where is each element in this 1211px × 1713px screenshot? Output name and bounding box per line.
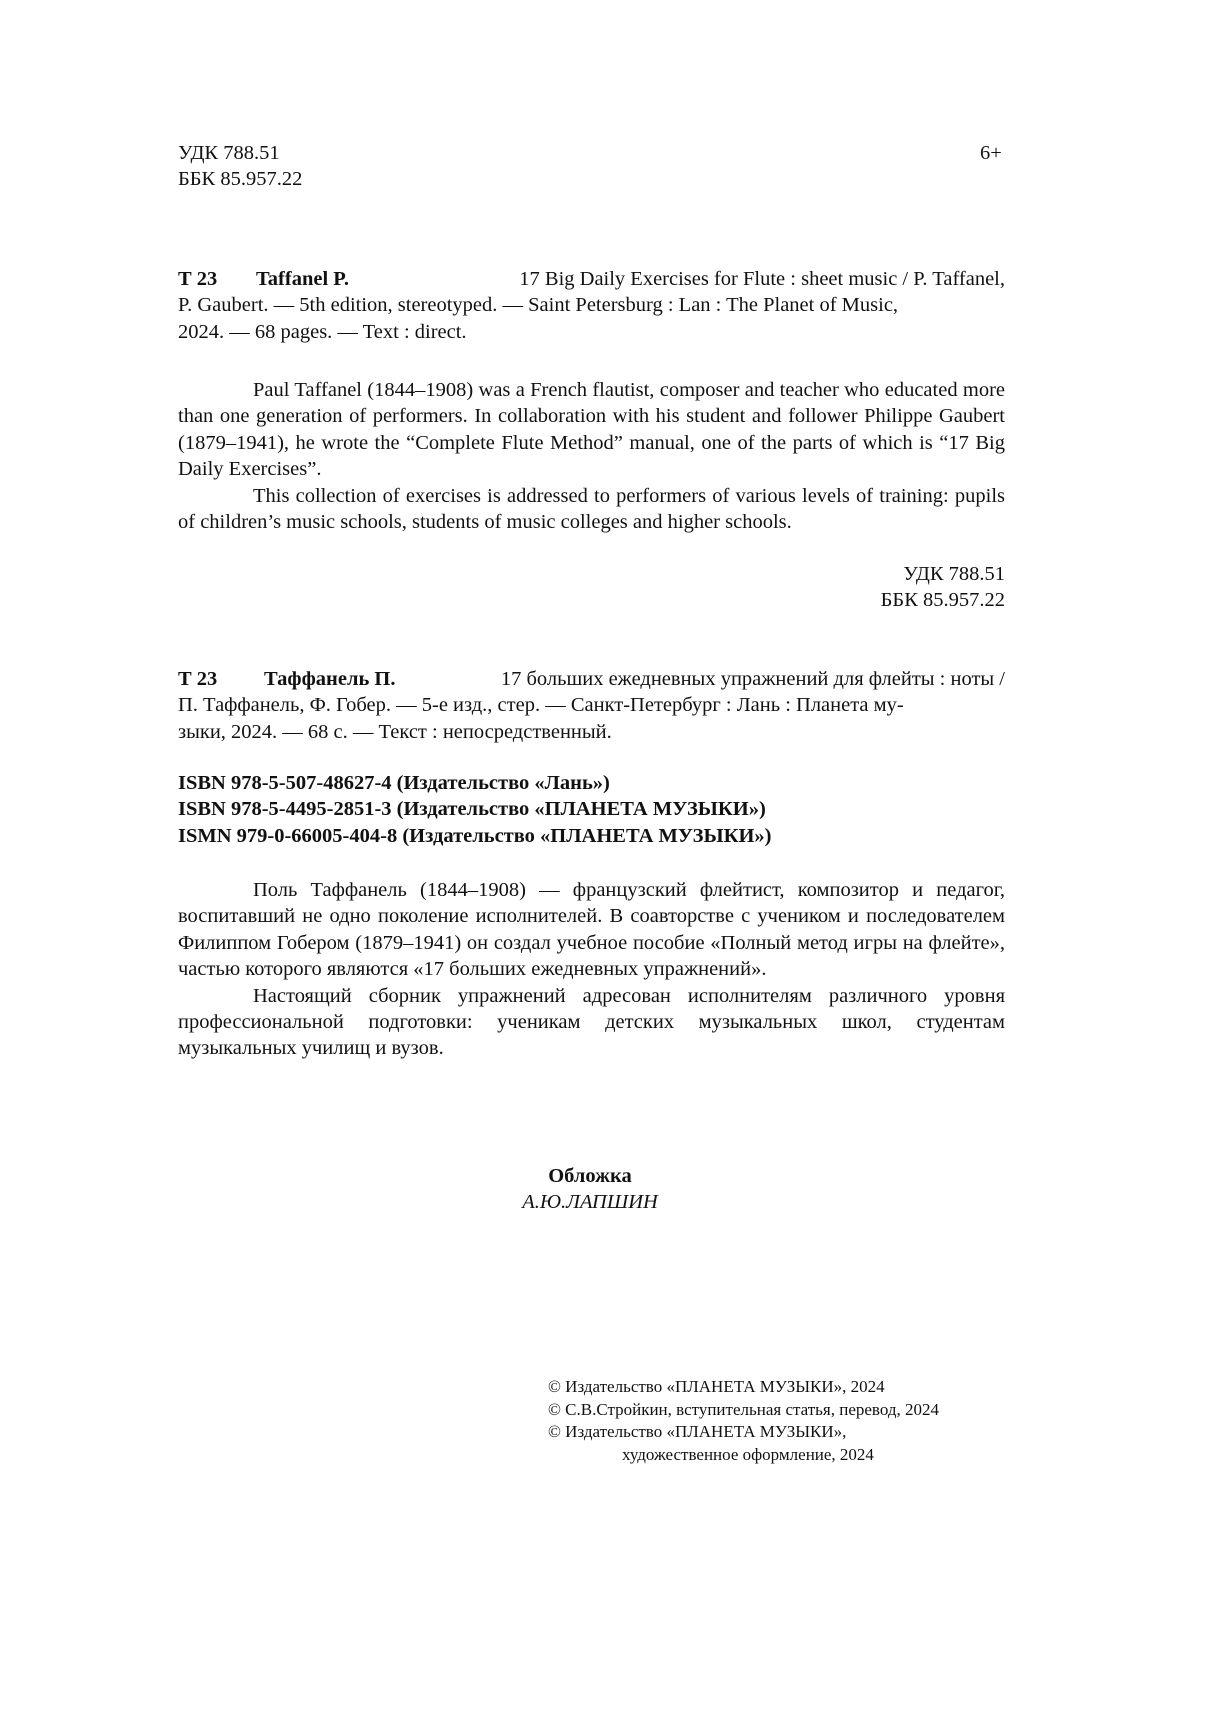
copyright-line: © С.В.Стройкин, вступительная статья, перевод, 2024 — [548, 1399, 939, 1419]
entry-author: Taffanel P. — [256, 268, 350, 290]
isbn-line: ISBN 978-5-507-48627-4 (Издательство «Лань») — [178, 772, 610, 794]
entry-code: Т 23 — [178, 268, 218, 290]
english-bibliographic-entry — [178, 266, 1005, 345]
udk-code: УДК 788.51 — [178, 142, 280, 164]
copyright-notices — [548, 1376, 939, 1466]
copyright-line: © Издательство «ПЛАНЕТА МУЗЫКИ», 2024 — [548, 1377, 885, 1396]
ismn-line: ISMN 979-0-66005-404-8 (Издательство «ПЛАНЕТА МУЗЫКИ») — [178, 824, 772, 847]
bbk-code: ББК 85.957.22 — [880, 589, 1005, 612]
cover-artist: А.Ю.ЛАПШИН — [522, 1191, 658, 1214]
entry-author: Таффанель П. — [264, 668, 396, 690]
annotation-paragraph: This collection of exercises is addressed to performers of various levels of training: pupils of children’s music schools, students of music colleges and higher schools. — [178, 484, 1005, 534]
entry-line-3: 2024. — 68 pages. — Text : direct. — [178, 320, 467, 343]
copyright-line: художественное оформление, 2024 — [622, 1444, 874, 1464]
russian-annotation — [178, 877, 1005, 1062]
english-annotation — [178, 377, 1005, 535]
cover-credit — [440, 1163, 740, 1216]
entry-code: Т 23 — [178, 668, 218, 690]
entry-line-2: П. Таффанель, Ф. Гобер. — 5-е изд., стер. — Санкт-Петербург : Лань : Планета му- — [178, 694, 904, 717]
annotation-paragraph: Поль Таффанель (1844–1908) — французский флейтист, композитор и педагог, воспитавший не одно поколение исполнителей. В соавторстве с учеником и последователем Филиппом Гобером (1879–1941) он создал учебное пособие «Полный метод игры на флейте», частью которого являются «17 больших ежедневных упражнений». — [178, 879, 1005, 981]
entry-title-line: 17 больших ежедневных упражнений для флейты : ноты / — [500, 668, 1005, 690]
annotation-paragraph: Paul Taffanel (1844–1908) was a French flautist, composer and teacher who educated more than one generation of performers. In collaboration with his student and follower Philippe Gaubert (1879–1941), he wrote the “Complete Flute Method” manual, one of the parts of which is “17 Big Daily Exercises”. — [178, 379, 1005, 481]
russian-bibliographic-entry — [178, 666, 1005, 745]
copyright-line: © Издательство «ПЛАНЕТА МУЗЫКИ», — [548, 1422, 847, 1441]
classification-codes-top — [178, 140, 302, 192]
entry-line-3: зыки, 2024. — 68 с. — Текст : непосредственный. — [178, 720, 612, 743]
udk-code: УДК 788.51 — [903, 563, 1005, 585]
age-rating: 6+ — [980, 142, 1002, 164]
isbn-line: ISBN 978-5-4495-2851-3 (Издательство «ПЛАНЕТА МУЗЫКИ») — [178, 798, 766, 821]
cover-label: Обложка — [548, 1165, 632, 1187]
entry-line-2: P. Gaubert. — 5th edition, stereotyped. — Saint Petersburg : Lan : The Planet of Music, — [178, 294, 899, 317]
entry-title-line: 17 Big Daily Exercises for Flute : sheet music / P. Taffanel, — [519, 268, 1005, 290]
annotation-paragraph: Настоящий сборник упражнений адресован исполнителям различного уровня профессиональной подготовки: ученикам детских музыкальных школ, студентам музыкальных училищ и вузов. — [178, 984, 1005, 1060]
bbk-code: ББК 85.957.22 — [178, 168, 303, 190]
classification-codes-right — [700, 561, 1005, 614]
isbn-list — [178, 770, 772, 849]
